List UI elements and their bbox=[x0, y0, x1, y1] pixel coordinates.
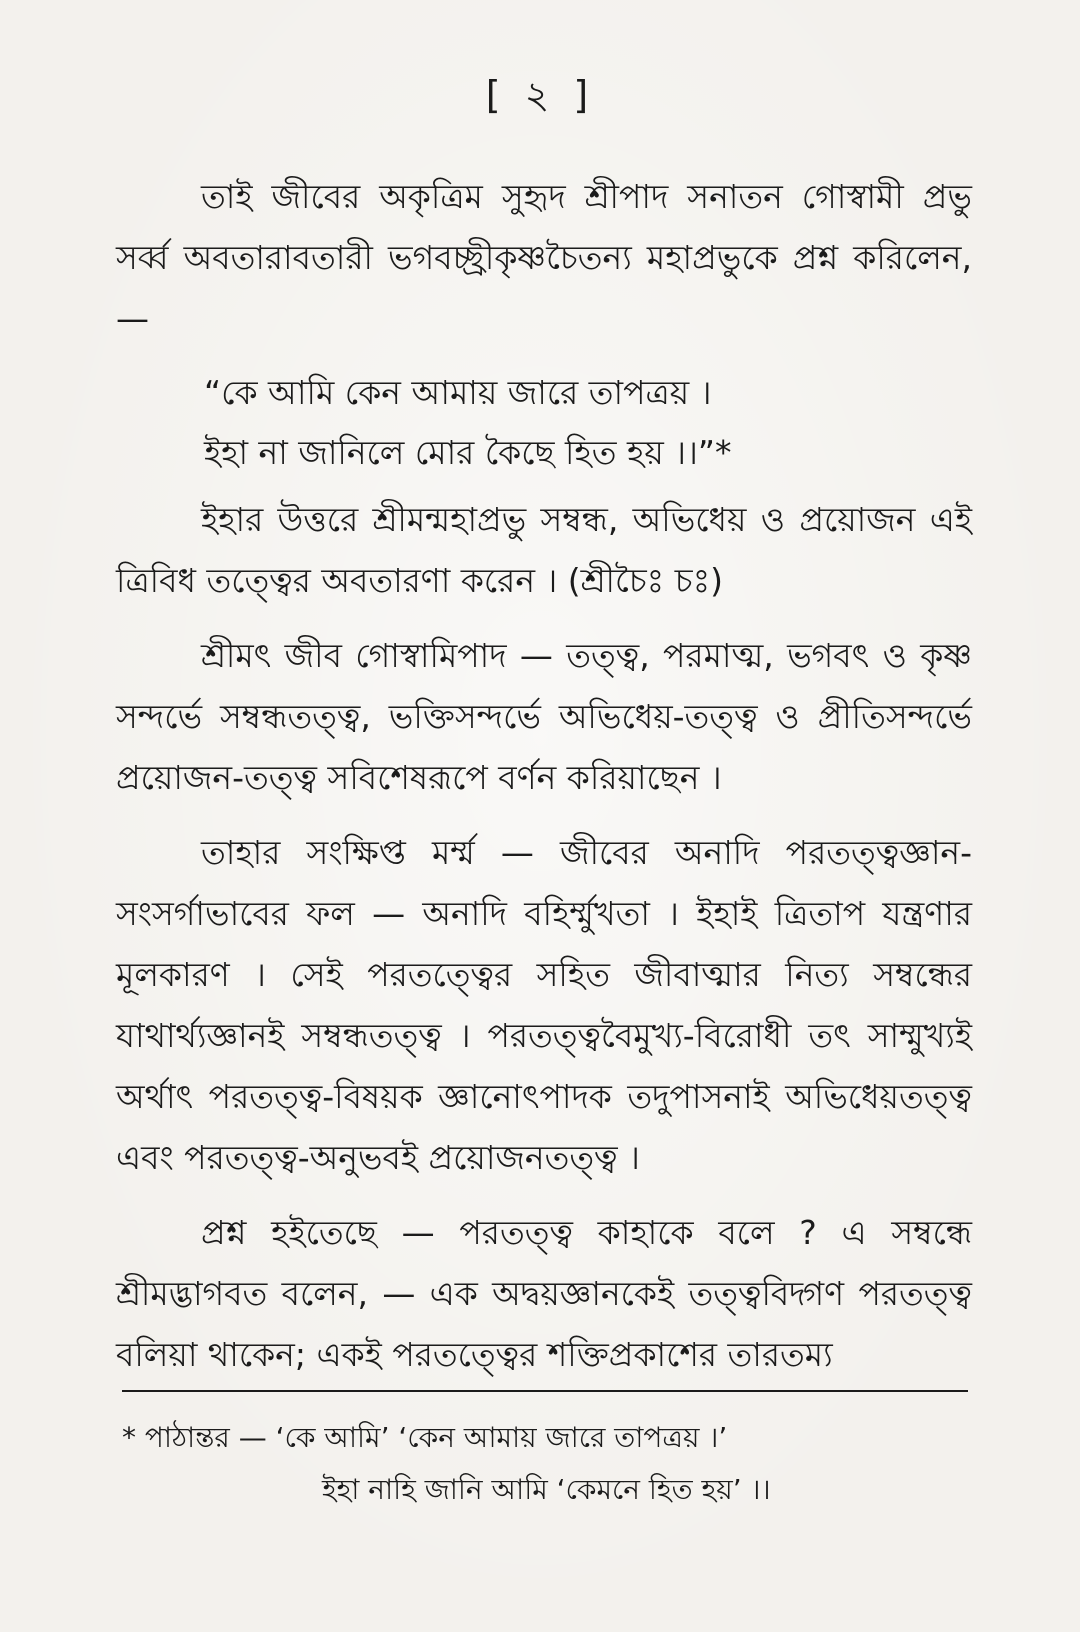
footnote-line-1: * পাঠান্তর — ‘কে আমি’ ‘কেন আমায় জারে তাপত্রয় ।’ bbox=[122, 1421, 728, 1454]
paragraph-question-intro: তাই জীবের অকৃত্রিম সুহৃদ শ্রীপাদ সনাতন গোস্বামী প্রভু সর্ব্ব অবতারাবতারী ভগবচ্ছ্রীকৃষ্ণচৈতন্য মহাপ্রভুকে প্রশ্ন করিলেন, — bbox=[116, 177, 972, 338]
paragraph-summary: তাহার সংক্ষিপ্ত মর্ম্ম — জীবের অনাদি পরতত্ত্বজ্ঞান-সংসর্গাভাবের ফল — অনাদি বহির্ম্মুখতা । ইহাই ত্রিতাপ যন্ত্রণার মূলকারণ । সেই পরতত্ত্বের সহিত জীবাত্মার নিত্য সম্বন্ধের যাথার্থ্যজ্ঞানই সম্বন্ধতত্ত্ব । পরতত্ত্ববৈমুখ্য-বিরোধী তৎ সাম্মুখ্যই অর্থাৎ পরতত্ত্ব-বিষয়ক জ্ঞানোৎপাদক তদুপাসনাই অভিধেয়তত্ত্ব এবং পরতত্ত্ব-অনুভবই প্রয়োজনতত্ত্ব । bbox=[116, 833, 972, 1177]
footnote-divider bbox=[122, 1390, 968, 1392]
verse-quote bbox=[116, 363, 972, 483]
page-number: [ ২ ] bbox=[485, 73, 595, 117]
paragraph-answer: ইহার উত্তরে শ্রীমন্মহাপ্রভু সম্বন্ধ, অভিধেয় ও প্রয়োজন এই ত্রিবিধ তত্ত্বের অবতারণা করেন । (শ্রীচৈঃ চঃ) bbox=[116, 500, 972, 600]
paragraph-question-paratattva: প্রশ্ন হইতেছে — পরতত্ত্ব কাহাকে বলে ? এ সম্বন্ধে শ্রীমদ্ভাগবত বলেন, — এক অদ্বয়জ্ঞানকেই তত্ত্ববিদ্গণ পরতত্ত্ব বলিয়া থাকেন; একই পরতত্ত্বের শক্তিপ্রকাশের তারতম্য bbox=[116, 1213, 972, 1374]
footnote-line-2: ইহা নাহি জানি আমি ‘কেমনে হিত হয়’ ।। bbox=[322, 1473, 771, 1506]
verse-line-1: “কে আমি কেন আমায় জারে তাপত্রয় । bbox=[204, 373, 712, 412]
paragraph-jiva-goswami: শ্রীমৎ জীব গোস্বামিপাদ — তত্ত্ব, পরমাত্ম, ভগবৎ ও কৃষ্ণ সন্দর্ভে সম্বন্ধতত্ত্ব, ভক্তিসন্দর্ভে অভিধেয়-তত্ত্ব ও প্রীতিসন্দর্ভে প্রয়োজন-তত্ত্ব সবিশেষরূপে বর্ণন করিয়াছেন । bbox=[116, 636, 972, 797]
verse-line-2: ইহা না জানিলে মোর কৈছে হিত হয় ।।”* bbox=[204, 433, 732, 472]
main-text bbox=[116, 166, 972, 1399]
footnote bbox=[122, 1412, 972, 1516]
